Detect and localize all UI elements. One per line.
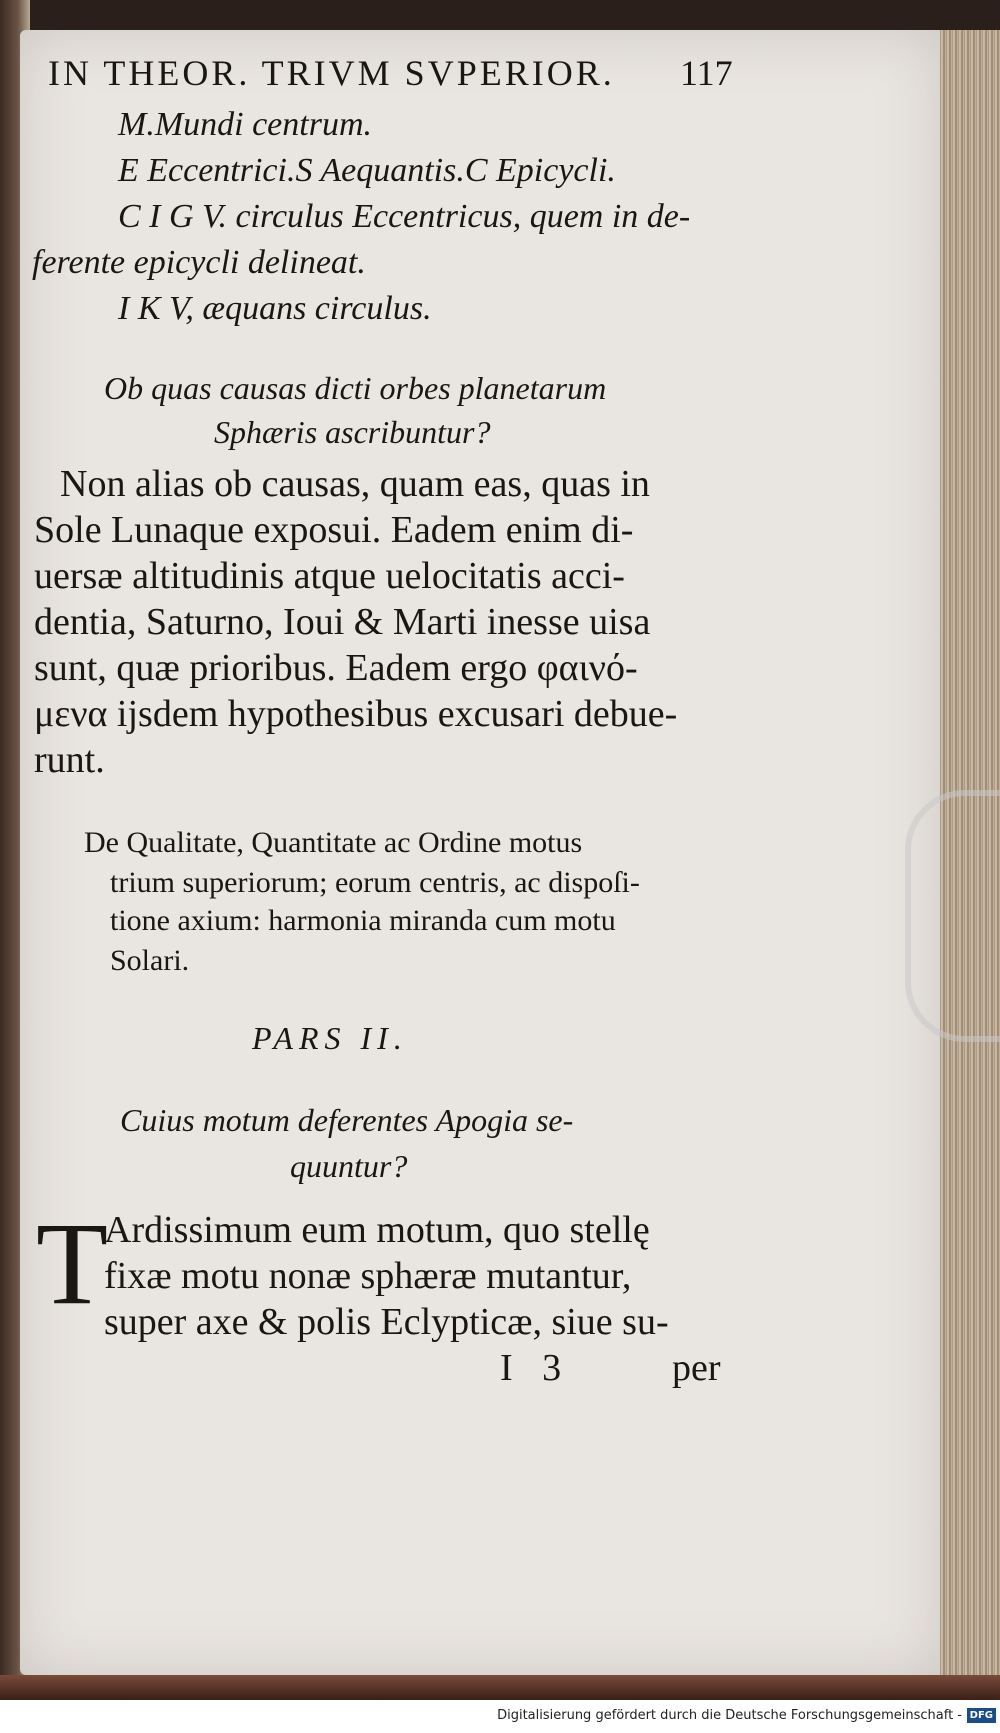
legend-line: ferente epicycli delineat. xyxy=(32,244,366,281)
page-clip xyxy=(905,790,1000,1042)
answer-line: dentia, Saturno, Ioui & Marti inesse uisa xyxy=(34,601,651,643)
answer-line: runt. xyxy=(34,739,105,781)
answer-line: super axe & polis Eclypticæ, siue su- xyxy=(104,1301,669,1343)
footer-bar xyxy=(0,1700,1000,1733)
footer-credit: Digitalisierung gefördert durch die Deutsche Forschungsgemeinschaft - xyxy=(497,1708,962,1723)
legend-line: M.Mundi centrum. xyxy=(118,106,373,143)
legend-line: I K V, æquans circulus. xyxy=(118,290,432,327)
summary-line: De Qualitate, Quantitate ac Ordine motus xyxy=(84,826,583,859)
answer-line: Sole Lunaque exposui. Eadem enim di- xyxy=(34,509,634,551)
answer-line: uersæ altitudinis atque uelocitatis acci- xyxy=(34,555,625,597)
book-cover-bottom xyxy=(0,1675,1000,1700)
part-heading: PARS II. xyxy=(252,1020,408,1056)
question-line: Sphæris ascribuntur? xyxy=(214,414,491,450)
answer-line: Ardissimum eum motum, quo stellę xyxy=(104,1209,650,1251)
summary-line: tione axium: harmonia miranda cum motu xyxy=(110,904,616,937)
answer-line: fixæ motu nonæ sphæræ mutantur, xyxy=(104,1255,632,1297)
signature-mark: I 3 xyxy=(500,1347,572,1389)
drop-cap: T xyxy=(36,1198,109,1329)
running-title: IN THEOR. TRIVM SVPERIOR. xyxy=(48,53,615,93)
answer-line: μενα ijsdem hypothesibus excusari debue- xyxy=(34,693,678,735)
answer-line: sunt, quæ prioribus. Eadem ergo φαινό- xyxy=(34,647,638,689)
question-line: quuntur? xyxy=(290,1148,408,1184)
summary-line: Solari. xyxy=(110,944,190,977)
question-line: Ob quas causas dicti orbes planetarum xyxy=(104,370,607,406)
legend-line: E Eccentrici.S Aequantis.C Epicycli. xyxy=(118,152,616,189)
question-line: Cuius motum deferentes Apogia se- xyxy=(120,1102,574,1138)
dfg-logo: DFG xyxy=(967,1708,996,1723)
answer-line: Non alias ob causas, quam eas, quas in xyxy=(60,463,650,505)
summary-line: trium superiorum; eorum centris, ac dispoſi- xyxy=(110,866,640,899)
page-number: 117 xyxy=(680,53,733,93)
legend-line: C I G V. circulus Eccentricus, quem in de- xyxy=(118,198,691,235)
catchword: per xyxy=(672,1347,721,1389)
